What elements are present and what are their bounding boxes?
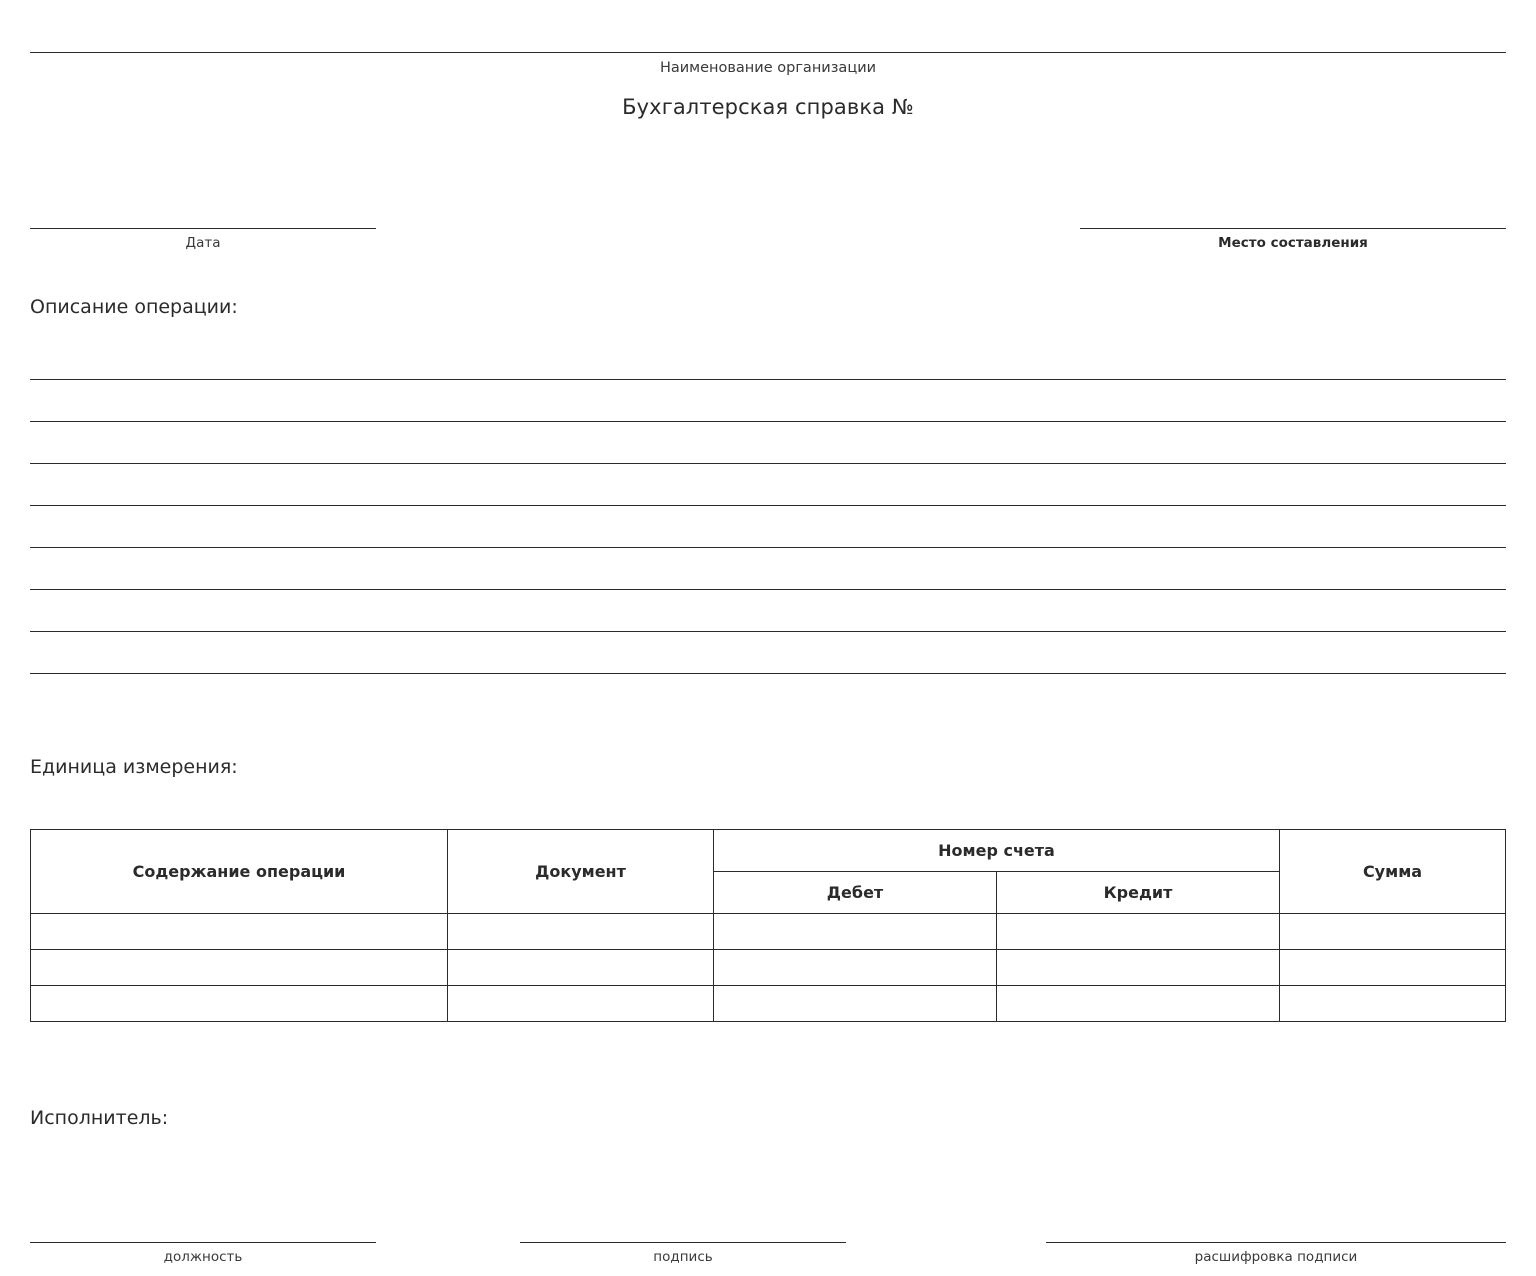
header-sum: Сумма — [1280, 830, 1506, 914]
place-caption: Место составления — [1218, 235, 1368, 251]
cell-document[interactable] — [448, 914, 714, 950]
place-field-rule[interactable] — [1080, 228, 1506, 229]
description-line-gap — [30, 590, 1506, 631]
header-document: Документ — [448, 830, 714, 914]
operations-table-body — [31, 914, 1506, 1022]
description-line-gap — [30, 422, 1506, 463]
cell-sum[interactable] — [1280, 986, 1506, 1022]
executor-name-field — [1046, 1242, 1506, 1265]
cell-content[interactable] — [31, 950, 448, 986]
executor-position-rule[interactable] — [30, 1242, 376, 1243]
cell-sum[interactable] — [1280, 914, 1506, 950]
date-field-rule[interactable] — [30, 228, 376, 229]
executor-label: Исполнитель: — [30, 1107, 169, 1129]
cell-content[interactable] — [31, 914, 448, 950]
executor-signature-rule[interactable] — [520, 1242, 846, 1243]
cell-debit[interactable] — [714, 986, 997, 1022]
organization-name-caption: Наименование организации — [659, 60, 877, 76]
cell-sum[interactable] — [1280, 950, 1506, 986]
description-line-gap — [30, 632, 1506, 673]
cell-credit[interactable] — [997, 986, 1280, 1022]
description-line-gap — [30, 464, 1506, 505]
executor-signature-caption: подпись — [653, 1249, 713, 1265]
operations-table — [30, 829, 1506, 1022]
executor-name-caption: расшифровка подписи — [1194, 1249, 1358, 1265]
header-debit: Дебет — [714, 872, 997, 914]
executor-signature-field — [520, 1242, 846, 1265]
header-account-number: Номер счета — [714, 830, 1280, 872]
cell-debit[interactable] — [714, 950, 997, 986]
description-line-gap — [30, 380, 1506, 421]
description-line-gap — [30, 506, 1506, 547]
executor-position-field — [30, 1242, 376, 1265]
unit-of-measure-label: Единица измерения: — [30, 756, 238, 778]
cell-content[interactable] — [31, 986, 448, 1022]
description-line-gap — [30, 548, 1506, 589]
cell-document[interactable] — [448, 986, 714, 1022]
cell-credit[interactable] — [997, 950, 1280, 986]
cell-document[interactable] — [448, 950, 714, 986]
executor-name-rule[interactable] — [1046, 1242, 1506, 1243]
table-header-row — [31, 830, 1506, 872]
table-row[interactable] — [31, 950, 1506, 986]
cell-credit[interactable] — [997, 914, 1280, 950]
description-lines — [30, 379, 1506, 674]
cell-debit[interactable] — [714, 914, 997, 950]
page-title: Бухгалтерская справка № — [622, 95, 914, 119]
table-row[interactable] — [31, 986, 1506, 1022]
executor-position-caption: должность — [163, 1249, 243, 1265]
date-caption: Дата — [185, 235, 221, 251]
operations-table-head — [31, 830, 1506, 914]
header-content: Содержание операции — [31, 830, 448, 914]
header-credit: Кредит — [997, 872, 1280, 914]
description-label: Описание операции: — [30, 296, 238, 318]
organization-name-rule — [30, 52, 1506, 53]
description-line[interactable] — [30, 673, 1506, 674]
table-row[interactable] — [31, 914, 1506, 950]
